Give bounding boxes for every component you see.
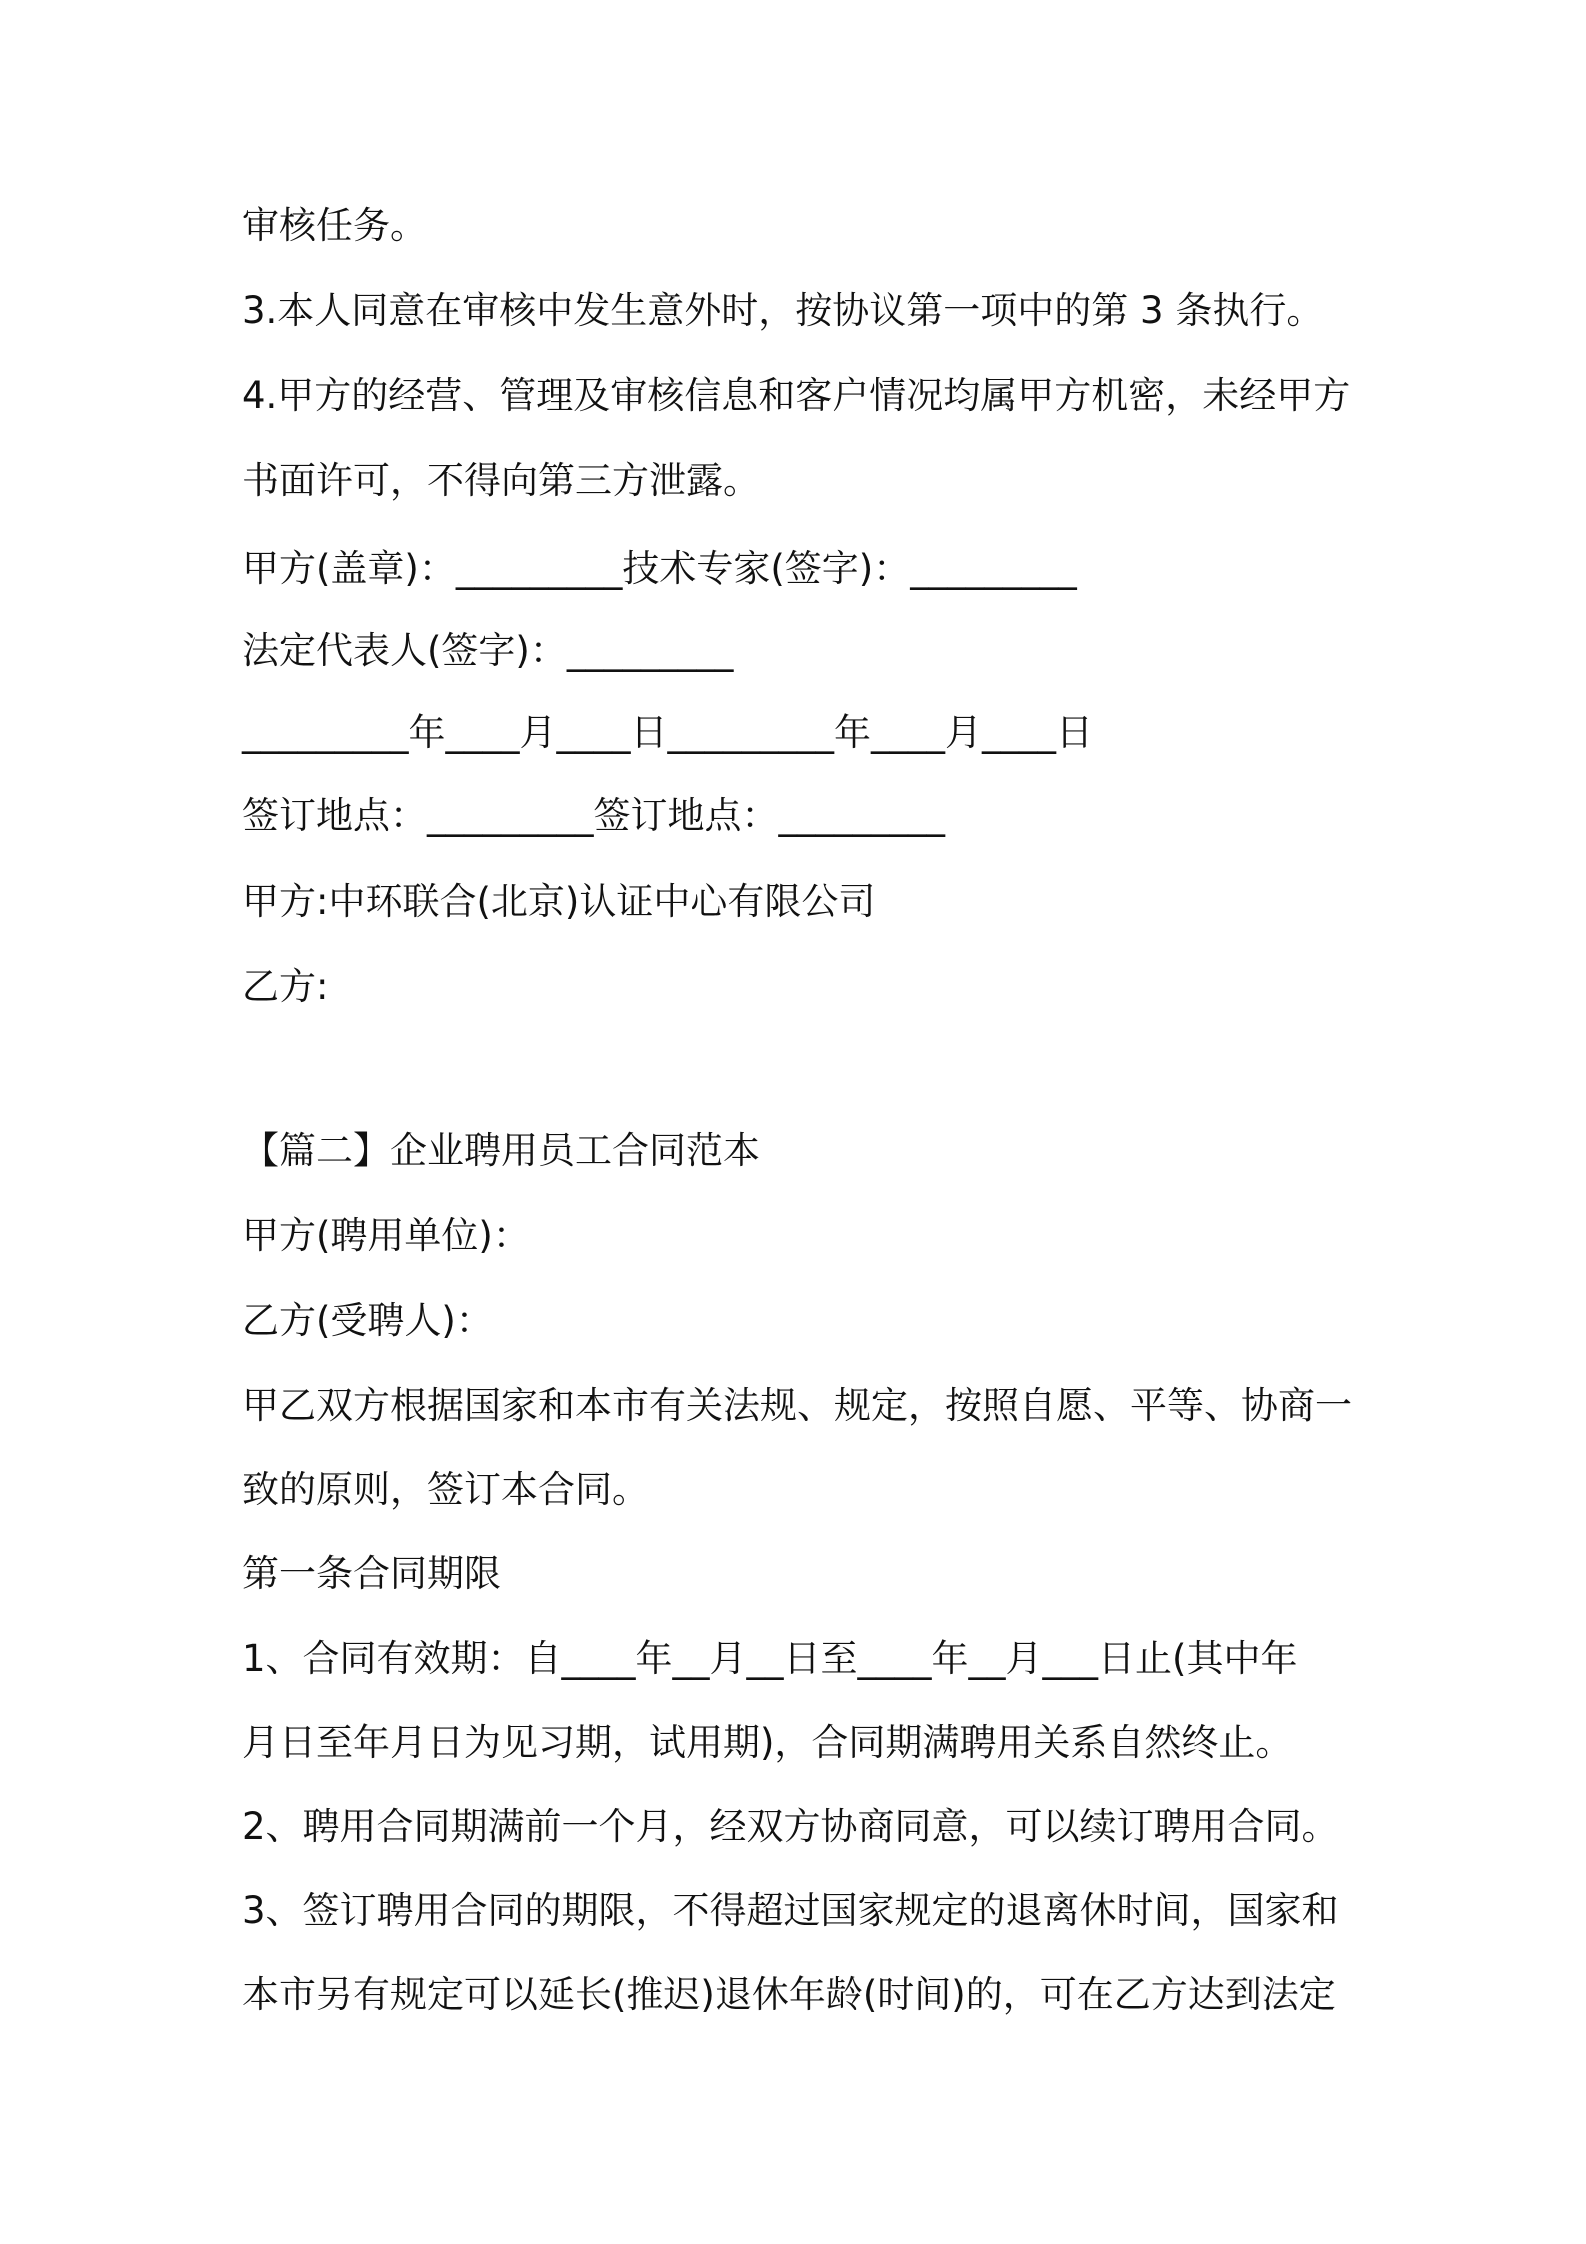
text-line: 3、签订聘用合同的期限，不得超过国家规定的退离休时间，国家和 <box>242 1889 1339 1932</box>
text-line: 书面许可，不得向第三方泄露。 <box>242 459 760 502</box>
section-heading: 【篇二】企业聘用员工合同范本 <box>242 1129 760 1172</box>
party-a-line: 甲方:中环联合(北京)认证中心有限公司 <box>242 880 876 923</box>
text-line: 月日至年月日为见习期，试用期)，合同期满聘用关系自然终止。 <box>242 1721 1293 1764</box>
text-line: 审核任务。 <box>242 204 427 247</box>
text-line: 本市另有规定可以延长(推迟)退休年龄(时间)的，可在乙方达到法定 <box>242 1973 1336 2016</box>
article-heading: 第一条合同期限 <box>242 1552 501 1595</box>
text-line: 2、聘用合同期满前一个月，经双方协商同意，可以续订聘用合同。 <box>242 1805 1339 1848</box>
text-line: 1、合同有效期：自____年__月__日至____年__月___日止(其中年 <box>242 1637 1298 1680</box>
signature-line: 法定代表人(签字)：_________ <box>242 629 734 672</box>
place-line: 签订地点：_________签订地点：_________ <box>242 794 945 837</box>
text-line: 甲方(聘用单位)： <box>242 1214 530 1257</box>
signature-line: 甲方(盖章)：_________技术专家(签字)：_________ <box>242 547 1077 590</box>
text-line: 乙方(受聘人)： <box>242 1299 493 1342</box>
text-line: 4.甲方的经营、管理及审核信息和客户情况均属甲方机密，未经甲方 <box>242 374 1351 417</box>
text-line: 甲乙双方根据国家和本市有关法规、规定，按照自愿、平等、协商一 <box>242 1384 1352 1427</box>
date-line: _________年____月____日_________年____月____日 <box>242 711 1093 754</box>
text-line: 致的原则，签订本合同。 <box>242 1468 649 1511</box>
party-b-line: 乙方: <box>242 965 329 1008</box>
text-line: 3.本人同意在审核中发生意外时，按协议第一项中的第 3 条执行。 <box>242 289 1324 332</box>
